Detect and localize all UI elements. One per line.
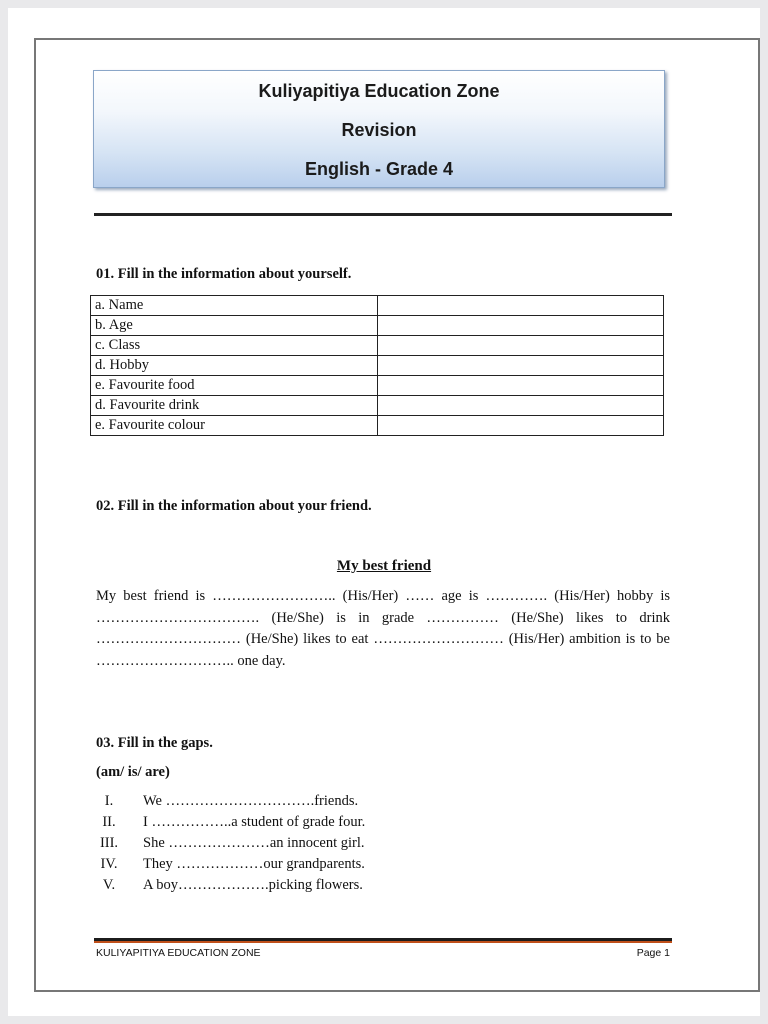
item-sentence: She …………………an innocent girl.	[143, 835, 365, 851]
title-box	[93, 70, 665, 188]
footer-zone-name: KULIYAPITIYA EDUCATION ZONE	[96, 947, 261, 959]
fill-in-paragraph: My best friend is …………………….. (His/Her) …… age is …………. (His/Her) hobby is ……………………………. (He/She) is in grade …………… (He/She) likes to drink ………………………… (He/She) likes to eat ……………………… (His/Her) ambition is to be ……………………….. one day.	[96, 588, 670, 669]
answer-cell[interactable]	[378, 336, 664, 356]
item-number: II.	[102, 814, 116, 830]
row-label: b. Age	[91, 316, 378, 336]
row-label: a. Name	[91, 296, 378, 316]
answer-cell[interactable]	[378, 416, 664, 436]
row-label: c. Class	[91, 336, 378, 356]
item-sentence: A boy……………….picking flowers.	[143, 877, 363, 893]
page-number: Page 1	[636, 947, 670, 959]
table-row	[91, 356, 664, 376]
item-sentence: We ………………………….friends.	[143, 793, 359, 809]
table-row	[91, 316, 664, 336]
row-label: e. Favourite colour	[91, 416, 378, 436]
row-label: d. Favourite drink	[91, 396, 378, 416]
answer-cell[interactable]	[378, 296, 664, 316]
word-choices: (am/ is/ are)	[96, 764, 170, 780]
table-row	[91, 396, 664, 416]
zone-title: Kuliyapitiya Education Zone	[258, 81, 500, 101]
revision-title: Revision	[341, 120, 417, 140]
item-number: IV.	[100, 856, 118, 872]
answer-cell[interactable]	[378, 376, 664, 396]
footer-divider-accent	[94, 941, 672, 943]
table-row	[91, 416, 664, 436]
item-number: I.	[104, 793, 114, 809]
story-title: My best friend	[336, 558, 432, 574]
item-sentence: They ………………our grandparents.	[143, 856, 365, 872]
personal-info-table	[90, 295, 664, 436]
table-row	[91, 296, 664, 316]
question-3-heading: 03. Fill in the gaps.	[96, 735, 213, 751]
row-label: d. Hobby	[91, 356, 378, 376]
item-number: V.	[102, 877, 116, 893]
question-1-heading: 01. Fill in the information about yourself.	[96, 266, 352, 282]
item-number: III.	[99, 835, 119, 851]
table-row	[91, 336, 664, 356]
answer-cell[interactable]	[378, 356, 664, 376]
question-2-heading: 02. Fill in the information about your friend.	[96, 498, 372, 514]
table-row	[91, 376, 664, 396]
subject-grade-title: English - Grade 4	[304, 159, 454, 179]
answer-cell[interactable]	[378, 316, 664, 336]
answer-cell[interactable]	[378, 396, 664, 416]
header-divider	[94, 213, 672, 216]
item-sentence: I ……………..a student of grade four.	[143, 814, 366, 830]
row-label: e. Favourite food	[91, 376, 378, 396]
